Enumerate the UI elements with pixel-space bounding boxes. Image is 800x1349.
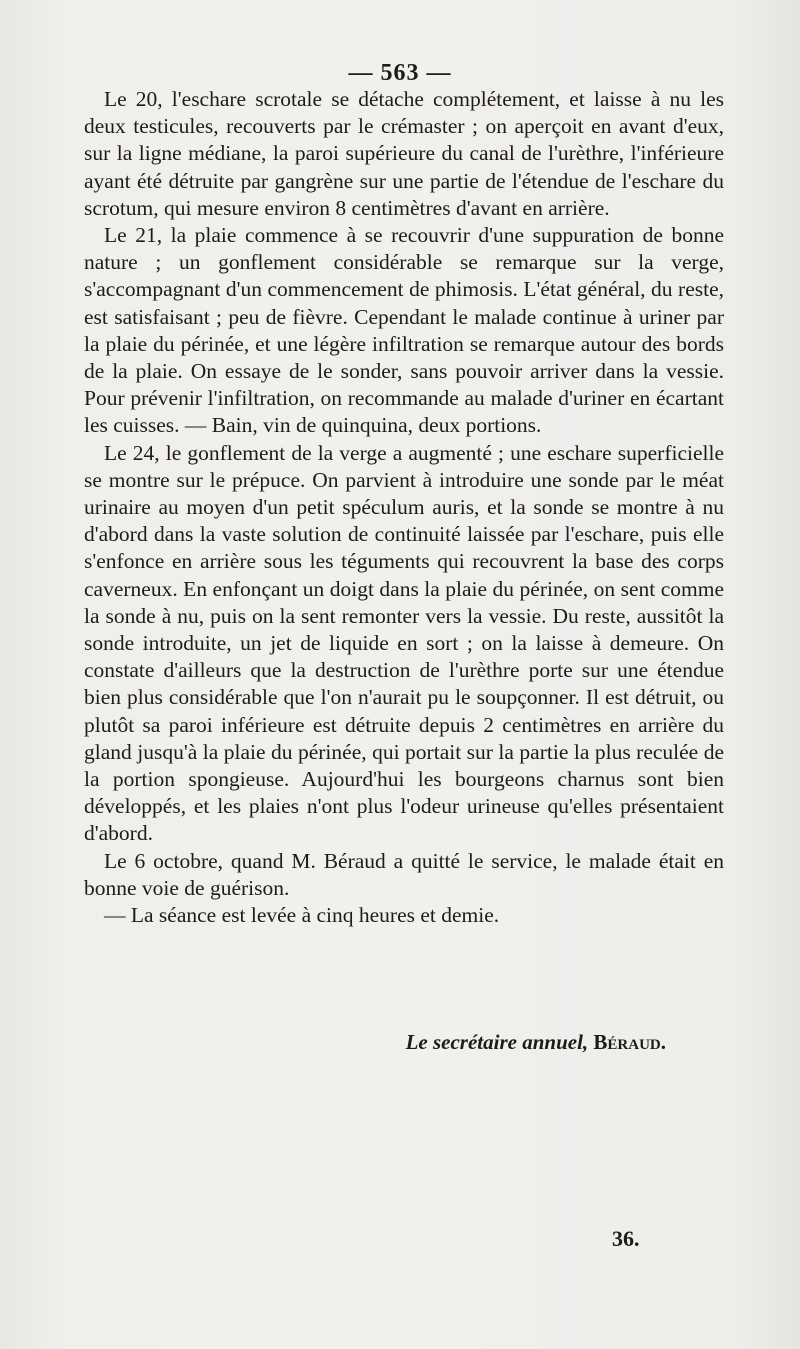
paragraph-4: Le 6 octobre, quand M. Béraud a quitté le service, le malade était en bonne voie de guérison.	[84, 848, 724, 900]
page-number: — 563 —	[348, 60, 452, 86]
sheet-number: 36.	[612, 1226, 640, 1251]
signature-title: Le secrétaire annuel,	[405, 1030, 589, 1054]
paragraph-2: Le 21, la plaie commence à se recouvrir d'une suppuration de bonne nature ; un gonflement considérable se remarque sur la verge, s'accompagnant d'un commencement de phimosis. L'état général, du reste, est satisfaisant ; peu de fièvre. Cependant le malade continue à uriner par la plaie du périnée, et une légère infiltration se remarque autour des bords de la plaie. On essaye de le sonder, sans pouvoir arriver dans la vessie. Pour prévenir l'infiltration, on recommande au malade d'uriner en écartant les cuisses. — Bain, vin de quinquina, deux portions.	[84, 223, 724, 438]
signature-name: Béraud.	[593, 1030, 666, 1054]
paragraph-1: Le 20, l'eschare scrotale se détache complétement, et laisse à nu les deux testicules, recouverts par le crémaster ; on aperçoit en avant d'eux, sur la ligne médiane, la paroi supérieure du canal de l'urèthre, l'inférieure ayant été détruite par gangrène sur une partie de l'étendue de l'eschare du scrotum, qui mesure environ 8 centimètres d'avant en arrière.	[84, 87, 724, 220]
paragraph-5: — La séance est levée à cinq heures et demie.	[104, 903, 500, 928]
signature	[0, 1030, 666, 1055]
paragraph-3: Le 24, le gonflement de la verge a augmenté ; une eschare superficielle se montre sur le prépuce. On parvient à introduire une sonde par le méat urinaire au moyen d'un petit spéculum auris, et la sonde se montre à nu d'abord dans la vaste solution de continuité laissée par l'eschare, puis elle s'enfonce en arrière sous les téguments qui recouvrent la base des corps caverneux. En enfonçant un doigt dans la plaie du périnée, on sent comme la sonde à nu, puis on la sent remonter vers la vessie. Du reste, aussitôt la sonde introduite, un jet de liquide en sort ; on la laisse à demeure. On constate d'ailleurs que la destruction de l'urèthre porte sur une étendue bien plus considérable que l'on n'aurait pu le soupçonner. Il est détruit, ou plutôt sa paroi inférieure est détruite depuis 2 centimètres en arrière du gland jusqu'à la plaie du périnée, qui portait sur la partie la plus reculée de la portion spongieuse. Aujourd'hui les bourgeons charnus sont bien développés, et les plaies n'ont plus l'odeur urineuse qu'elles présentaient d'abord.	[84, 440, 724, 846]
body-text	[84, 86, 724, 929]
